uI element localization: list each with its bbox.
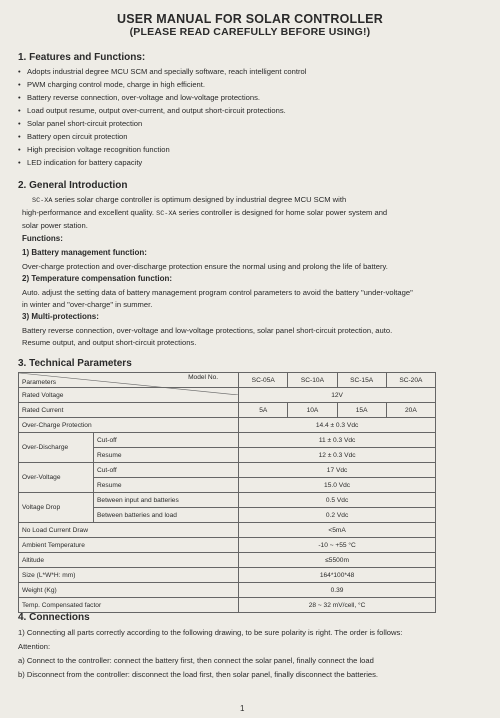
- functions-label: Functions:: [22, 234, 63, 243]
- param-sub-label: Resume: [94, 478, 239, 493]
- intro-line-1: [22, 194, 478, 208]
- param-label: Ambient Temperature: [19, 538, 239, 553]
- param-value: <5mA: [239, 523, 436, 538]
- table-header-row: [19, 373, 436, 388]
- function-1-title: 1) Battery management function:: [22, 248, 147, 257]
- table-row: [19, 568, 436, 583]
- table-row: [19, 598, 436, 613]
- param-value: 12 ± 0.3 Vdc: [239, 448, 436, 463]
- param-value: 164*100*48: [239, 568, 436, 583]
- connections-line-b: b) Disconnect from the controller: disconnect the load first, then solar panel, finally disconnect the batteries.: [18, 670, 379, 679]
- param-label: Weight (Kg): [19, 583, 239, 598]
- section-1-heading: 1. Features and Functions:: [18, 52, 146, 63]
- feature-item: • LED indication for battery capacity: [18, 156, 480, 169]
- param-label: Altitude: [19, 553, 239, 568]
- section-2-heading: 2. General Introduction: [18, 180, 128, 191]
- table-row: [19, 583, 436, 598]
- model-header: SC-20A: [386, 373, 435, 388]
- param-sub-label: Cut-off: [94, 463, 239, 478]
- table-corner-cell: [19, 373, 239, 388]
- param-sub-label: Between batteries and load: [94, 508, 239, 523]
- intro-text-b: high-performance and excellent quality.: [22, 208, 154, 217]
- param-value: 10A: [288, 403, 337, 418]
- table-row: [19, 418, 436, 433]
- table-row: [19, 523, 436, 538]
- param-value: 15.0 Vdc: [239, 478, 436, 493]
- param-label: Temp. Compensated factor: [19, 598, 239, 613]
- param-label: Over-Voltage: [19, 463, 94, 493]
- document-title: USER MANUAL FOR SOLAR CONTROLLER: [117, 12, 383, 26]
- function-1-text: Over-charge protection and over-discharge protection ensure the normal using and prolong the life of battery.: [22, 262, 388, 271]
- model-header: SC-10A: [288, 373, 337, 388]
- technical-parameters-table: [18, 372, 436, 613]
- table-row: [19, 463, 436, 478]
- param-label: No Load Current Draw: [19, 523, 239, 538]
- corner-params-label: Parameters: [22, 379, 57, 386]
- param-value: 11 ± 0.3 Vdc: [239, 433, 436, 448]
- param-value: -10 ~ +55 °C: [239, 538, 436, 553]
- param-value: 12V: [239, 388, 436, 403]
- function-2-text-a: Auto. adjust the setting data of battery management program control parameters to avoid the battery "under-voltage": [22, 288, 413, 297]
- param-value: ≤5500m: [239, 553, 436, 568]
- param-value: 17 Vdc: [239, 463, 436, 478]
- connections-line-1: 1) Connecting all parts correctly according to the following drawing, to be sure polarity is right. The order is follows:: [18, 628, 403, 637]
- param-label: Over-Discharge: [19, 433, 94, 463]
- param-value: 20A: [386, 403, 435, 418]
- param-value: 15A: [337, 403, 386, 418]
- corner-model-label: Model No.: [188, 374, 219, 381]
- table-row: [19, 403, 436, 418]
- param-sub-label: Between input and batteries: [94, 493, 239, 508]
- param-value: 5A: [239, 403, 288, 418]
- param-value: 0.39: [239, 583, 436, 598]
- table-row: [19, 433, 436, 448]
- feature-item: • Battery reverse connection, over-voltage and low-voltage protections.: [18, 91, 480, 104]
- table-row: [19, 538, 436, 553]
- feature-item: • Solar panel short-circuit protection: [18, 117, 480, 130]
- feature-item: • PWM charging control mode, charge in high efficient.: [18, 78, 480, 91]
- param-value: 0.2 Vdc: [239, 508, 436, 523]
- page-number: 1: [240, 704, 245, 713]
- table-row: [19, 493, 436, 508]
- param-label: Rated Current: [19, 403, 239, 418]
- param-label: Voltage Drop: [19, 493, 94, 523]
- section-3-heading: 3. Technical Parameters: [18, 358, 132, 369]
- param-value: 28 ~ 32 mV/cell, °C: [239, 598, 436, 613]
- feature-item: • Adopts industrial degree MCU SCM and specially software, reach intelligent control: [18, 65, 480, 78]
- function-3-title: 3) Multi-protections:: [22, 312, 99, 321]
- param-label: Rated Voltage: [19, 388, 239, 403]
- function-2-title: 2) Temperature compensation function:: [22, 274, 173, 283]
- model-header: SC-15A: [337, 373, 386, 388]
- param-value: 0.5 Vdc: [239, 493, 436, 508]
- feature-item: • Battery open circuit protection: [18, 130, 480, 143]
- model-code: SC-XA: [32, 197, 53, 205]
- param-sub-label: Cut-off: [94, 433, 239, 448]
- intro-text-d: solar power station.: [22, 221, 88, 230]
- param-label: Over-Charge Protection: [19, 418, 239, 433]
- param-sub-label: Resume: [94, 448, 239, 463]
- intro-text-c: series controller is designed for home solar power system and: [178, 208, 388, 217]
- intro-line-2: [22, 207, 478, 221]
- param-value: 14.4 ± 0.3 Vdc: [239, 418, 436, 433]
- document-subtitle: (PLEASE READ CAREFULLY BEFORE USING!): [129, 26, 371, 38]
- function-2-text-b: in winter and "over-charge" in summer.: [22, 300, 153, 309]
- connections-line-a: a) Connect to the controller: connect the battery first, then connect the solar panel, finally connect the load: [18, 656, 374, 665]
- model-code: SC-XA: [156, 210, 177, 218]
- param-label: Size (L*W*H: mm): [19, 568, 239, 583]
- function-3-text-a: Battery reverse connection, over-voltage and low-voltage protections, solar panel short-circuit protection, auto.: [22, 326, 393, 335]
- feature-item: • High precision voltage recognition function: [18, 143, 480, 156]
- function-3-text-b: Resume output, and output short-circuit protections.: [22, 338, 197, 347]
- model-header: SC-05A: [239, 373, 288, 388]
- section-4-heading: 4. Connections: [18, 612, 90, 623]
- feature-item: • Load output resume, output over-current, and output short-circuit protections.: [18, 104, 480, 117]
- table-row: [19, 553, 436, 568]
- connections-attention: Attention:: [18, 642, 51, 651]
- intro-text-a: series solar charge controller is optimum designed by industrial degree MCU SCM with: [54, 195, 347, 204]
